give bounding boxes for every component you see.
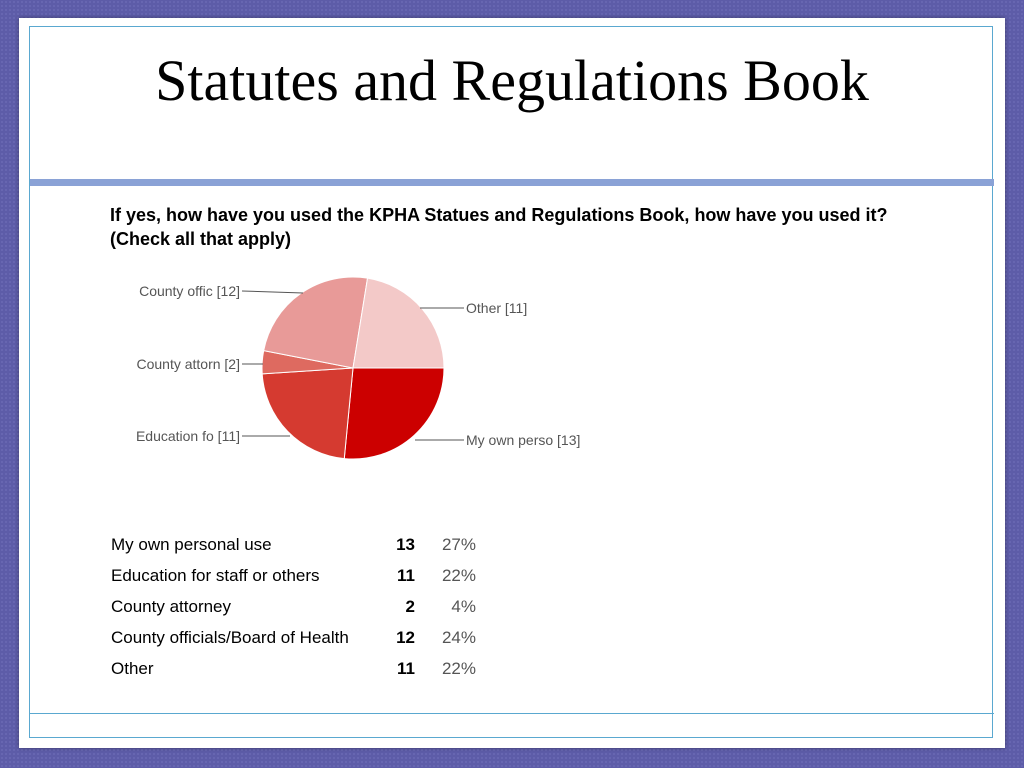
slice-leader-line — [242, 291, 303, 293]
row-label: Education for staff or others — [111, 566, 320, 585]
row-count: 2 — [405, 597, 415, 616]
slice-label: Education fo [11] — [135, 428, 240, 444]
slice-label: Other [11] — [466, 300, 528, 316]
row-percent: 4% — [451, 597, 476, 616]
pie-slice — [262, 368, 353, 459]
row-label: County attorney — [111, 597, 232, 616]
slice-label: My own perso [13] — [466, 432, 581, 448]
row-count: 13 — [396, 535, 415, 554]
row-percent: 27% — [441, 535, 476, 554]
pie-slice — [353, 278, 444, 368]
row-label: County officials/Board of Health — [111, 628, 349, 647]
row-count: 11 — [397, 659, 415, 678]
pie-slice — [344, 368, 444, 459]
row-count: 12 — [396, 628, 415, 647]
slice-label: County attorn [2] — [136, 356, 240, 372]
chart-question: If yes, how have you used the KPHA Statues and Regulations Book, how have you used it? (Check all that apply) — [110, 205, 888, 249]
slice-label: County offic [12] — [139, 283, 240, 299]
row-percent: 22% — [441, 659, 476, 678]
row-label: My own personal use — [111, 535, 272, 554]
row-percent: 24% — [441, 628, 476, 647]
row-percent: 22% — [441, 566, 476, 585]
row-label: Other — [111, 659, 154, 678]
row-count: 11 — [397, 566, 415, 585]
slide-title: Statutes and Regulations Book — [155, 48, 869, 113]
